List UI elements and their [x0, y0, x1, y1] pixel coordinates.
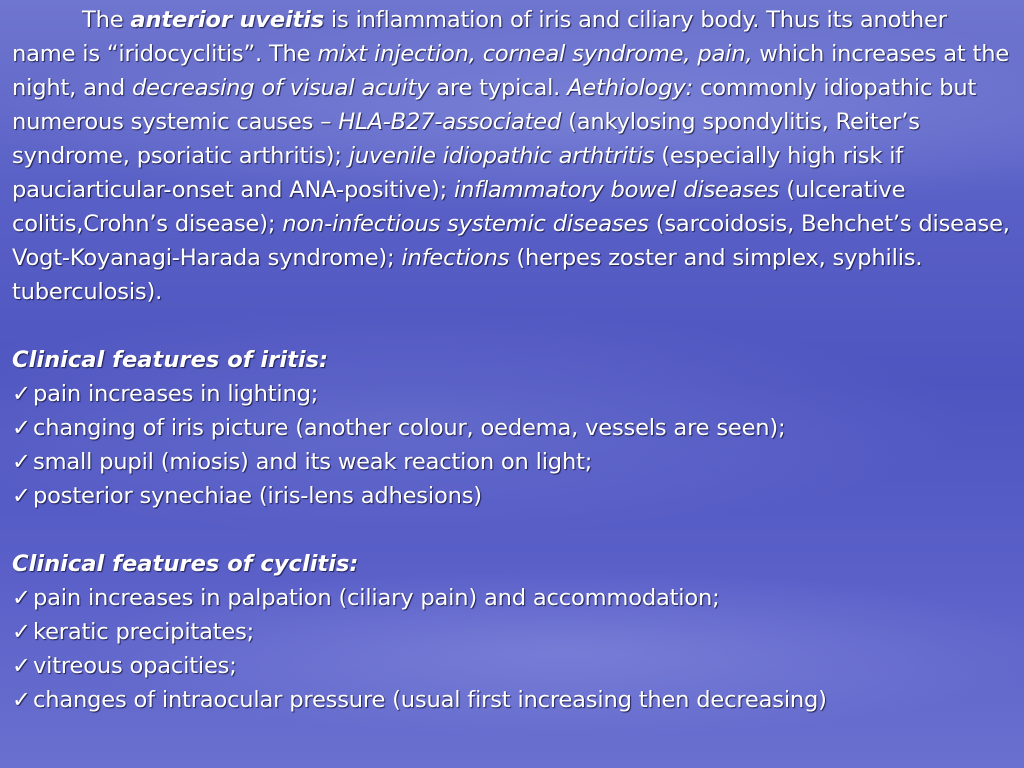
spacer — [12, 309, 1016, 343]
checkmark-icon: ✓ — [12, 687, 31, 713]
intro-text-4: are typical. — [429, 75, 568, 101]
checkmark-icon: ✓ — [12, 449, 31, 475]
cyclitis-heading: Clinical features of cyclitis: — [12, 551, 359, 577]
intro-text-9: (sarcoidosis, Behchet’s disease, Vogt-Koyanagi-Harada syndrome); — [12, 211, 1010, 271]
cyclitis-features-list — [12, 581, 1016, 717]
checkmark-icon: ✓ — [12, 483, 31, 509]
list-item — [12, 411, 1016, 445]
checkmark-icon: ✓ — [12, 381, 31, 407]
checkmark-icon: ✓ — [12, 585, 31, 611]
intro-text-10: (herpes zoster and simplex, syphilis. tuberculosis). — [12, 245, 923, 305]
list-item — [12, 479, 1016, 513]
term-hla-b27: HLA-B27-associated — [338, 109, 562, 135]
list-item — [12, 615, 1016, 649]
list-item-text: pain increases in palpation (ciliary pain) and accommodation; — [33, 585, 720, 611]
intro-text-5: commonly idiopathic but numerous systemic causes – — [12, 75, 977, 135]
list-item-text: posterior synechiae (iris-lens adhesions) — [33, 483, 482, 509]
intro-text-6: (ankylosing spondylitis, Reiter’s syndrome, psoriatic arthritis); — [12, 109, 920, 169]
term-infections: infections — [401, 245, 510, 271]
list-item-text: small pupil (miosis) and its weak reaction on light; — [33, 449, 593, 475]
term-juvenile-arthritis: juvenile idiopathic arthtritis — [348, 143, 655, 169]
intro-paragraph — [12, 3, 1016, 309]
checkmark-icon: ✓ — [12, 415, 31, 441]
list-item — [12, 581, 1016, 615]
checkmark-icon: ✓ — [12, 653, 31, 679]
intro-text-3: which increases at the night, and — [12, 41, 1010, 101]
term-visual-acuity: decreasing of visual acuity — [131, 75, 430, 101]
list-item-text: changing of iris picture (another colour, oedema, vessels are seen); — [33, 415, 786, 441]
term-anterior-uveitis: anterior uveitis — [130, 7, 324, 33]
list-item-text: vitreous opacities; — [33, 653, 237, 679]
list-item-text: keratic precipitates; — [33, 619, 255, 645]
intro-text-8: (ulcerative colitis,Crohn’s disease); — [12, 177, 906, 237]
list-item — [12, 445, 1016, 479]
term-symptoms: mixt injection, corneal syndrome, pain, — [317, 41, 753, 67]
iritis-heading: Clinical features of iritis: — [12, 347, 329, 373]
iritis-features-list — [12, 377, 1016, 513]
term-systemic-diseases: non-infectious systemic diseases — [282, 211, 649, 237]
list-item — [12, 683, 1016, 717]
list-item-text: changes of intraocular pressure (usual first increasing then decreasing) — [33, 687, 827, 713]
term-bowel-diseases: inflammatory bowel diseases — [454, 177, 780, 203]
intro-text-7: (especially high risk if pauciarticular-onset and ANA-positive); — [12, 143, 904, 203]
list-item — [12, 377, 1016, 411]
intro-text-2: is inflammation of iris and ciliary body. Thus its another name is “iridocyclitis”. The — [12, 7, 947, 67]
slide-content — [12, 3, 1016, 717]
spacer — [12, 513, 1016, 547]
checkmark-icon: ✓ — [12, 619, 31, 645]
list-item-text: pain increases in lighting; — [33, 381, 319, 407]
intro-text-1: The — [82, 7, 131, 33]
term-aethiology: Aethiology: — [567, 75, 694, 101]
list-item — [12, 649, 1016, 683]
